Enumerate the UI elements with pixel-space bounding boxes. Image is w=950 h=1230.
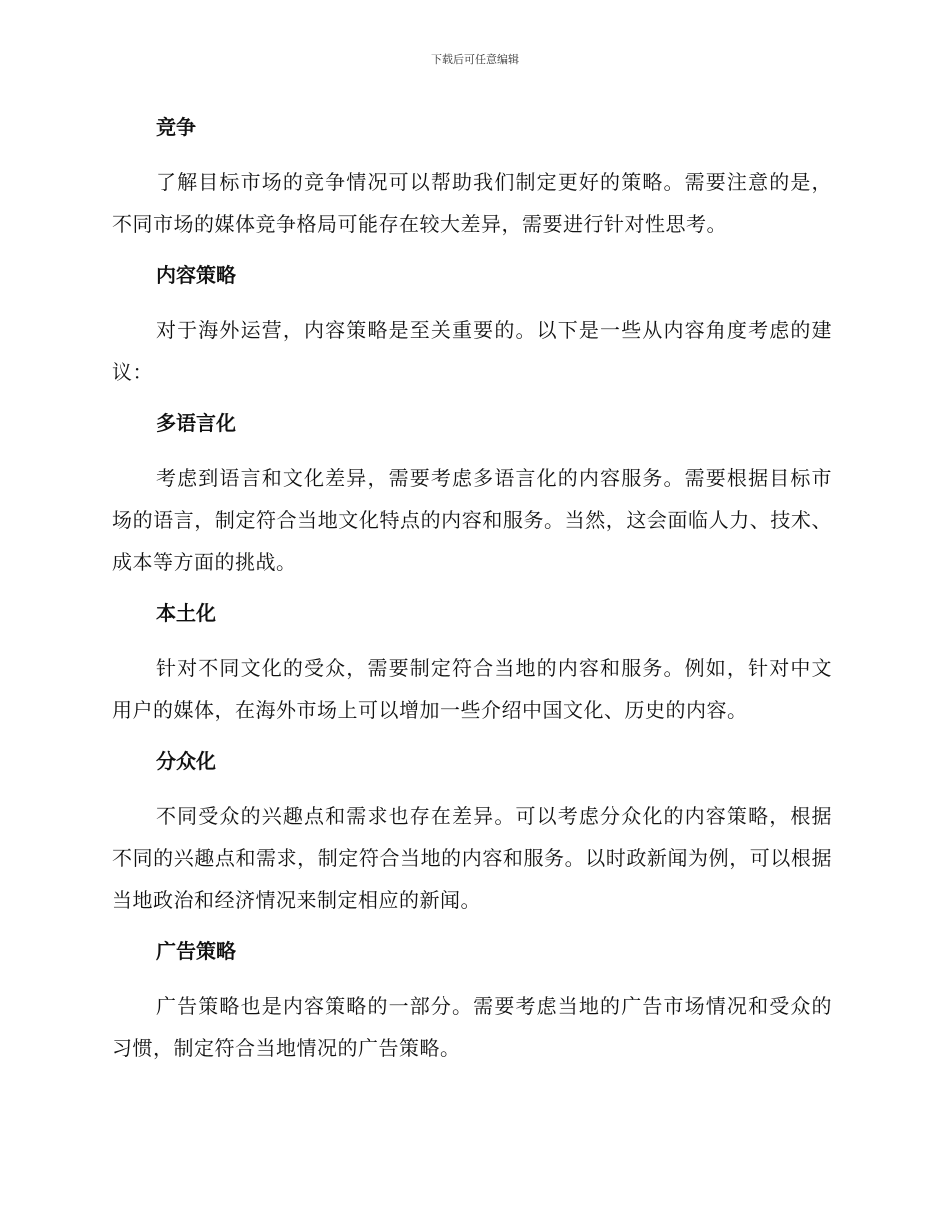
section-paragraph: 对于海外运营，内容策略是至关重要的。以下是一些从内容角度考虑的建议：	[112, 318, 832, 384]
section-multilingual	[112, 405, 832, 583]
section-heading: 多语言化	[156, 411, 236, 435]
section-heading: 内容策略	[156, 263, 236, 287]
section-paragraph: 不同受众的兴趣点和需求也存在差异。可以考虑分众化的内容策略，根据不同的兴趣点和需求，制定符合当地的内容和服务。以时政新闻为例，可以根据当地政治和经济情况来制定相应的新闻。	[112, 804, 832, 912]
section-heading: 竞争	[156, 115, 196, 139]
section-competition	[112, 109, 832, 245]
section-content-strategy	[112, 257, 832, 393]
section-heading: 分众化	[156, 749, 216, 773]
section-ad-strategy	[112, 933, 832, 1069]
section-heading: 广告策略	[156, 939, 236, 963]
section-localization	[112, 595, 832, 731]
section-segmentation	[112, 743, 832, 921]
page-header: 下载后可任意编辑	[431, 53, 519, 66]
section-paragraph: 广告策略也是内容策略的一部分。需要考虑当地的广告市场情况和受众的习惯，制定符合当地情况的广告策略。	[112, 994, 832, 1060]
section-paragraph: 考虑到语言和文化差异，需要考虑多语言化的内容服务。需要根据目标市场的语言，制定符合当地文化特点的内容和服务。当然，这会面临人力、技术、成本等方面的挑战。	[112, 466, 832, 574]
section-paragraph: 了解目标市场的竞争情况可以帮助我们制定更好的策略。需要注意的是，不同市场的媒体竞争格局可能存在较大差异，需要进行针对性思考。	[112, 170, 832, 236]
section-paragraph: 针对不同文化的受众，需要制定符合当地的内容和服务。例如，针对中文用户的媒体，在海外市场上可以增加一些介绍中国文化、历史的内容。	[112, 656, 832, 722]
section-heading: 本土化	[156, 601, 216, 625]
document-body	[112, 109, 832, 1081]
